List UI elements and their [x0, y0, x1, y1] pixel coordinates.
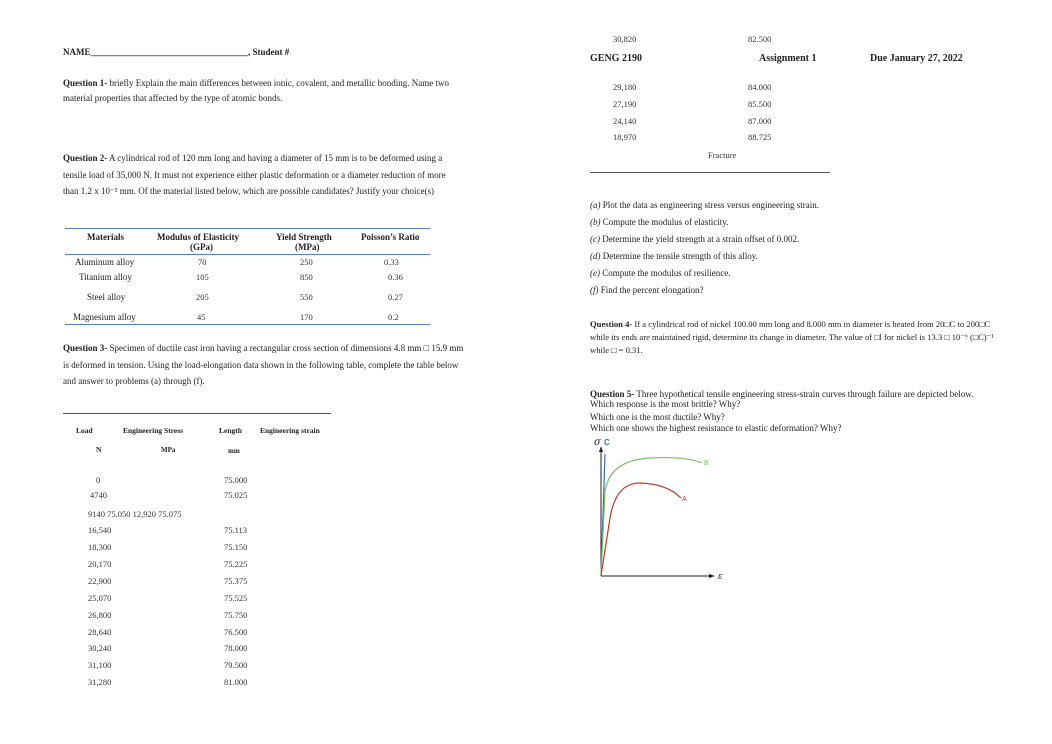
- load-header: Load: [76, 426, 93, 435]
- yield-header: Yield Strength: [276, 232, 332, 242]
- cell-load: 16,540: [88, 525, 112, 535]
- question-1: [63, 76, 468, 106]
- question-4-text: If a cylindrical rod of nickel 100.00 mm long and 8.000 mm in diameter is heated from 20□C to 200□C while its ends are maintained rigid, determine its change in diameter. The value of □l for nickel is 13.3 □ 10⁻⁶ (□C)⁻¹ while □ = 0.31.: [590, 319, 994, 355]
- y-axis-label: σ: [594, 437, 601, 448]
- data-table-bottom-rule: [590, 172, 830, 173]
- cell-length: 79.500: [224, 660, 248, 670]
- cell-length: 81.000: [224, 677, 248, 687]
- cell-yield: 250: [300, 257, 313, 267]
- curve-b-label: B: [704, 460, 709, 467]
- task-letter: (a): [590, 200, 601, 210]
- cell-load: 22,900: [88, 576, 112, 586]
- curve-b: [601, 458, 702, 576]
- cell-load: 30,240: [88, 643, 112, 653]
- cell-load: 26,800: [88, 610, 112, 620]
- curve-a-label: A: [682, 496, 687, 503]
- table-header-rule: [65, 254, 430, 255]
- cell-material: Titanium alloy: [79, 272, 132, 282]
- table-top-rule: [65, 228, 430, 229]
- task-text: Compute the modulus of resilience.: [600, 268, 731, 278]
- cell-length: 75.750: [224, 610, 248, 620]
- question-3: [63, 340, 468, 390]
- cell-length: 78.000: [224, 643, 248, 653]
- cell-load: 28,640: [88, 627, 112, 637]
- name-student-line: NAME___________________________________, Student #: [63, 47, 290, 57]
- cell-length: 75.025: [224, 490, 248, 500]
- cell-material: Steel alloy: [87, 292, 126, 302]
- cell-modulus: 70: [198, 257, 207, 267]
- length-unit: mm: [228, 447, 240, 455]
- materials-header: Materials: [87, 232, 124, 242]
- cell-length: 75.525: [224, 593, 248, 603]
- task-letter: (c): [590, 234, 600, 244]
- question-1-text: briefly Explain the main differences between ionic, covalent, and metallic bonding. Name two material properties that affected by the type of atomic bonds.: [63, 78, 449, 103]
- task-text: Determine the tensile strength of this alloy.: [600, 251, 758, 261]
- cell-load: 20,170: [88, 559, 112, 569]
- cell-load: 18,970: [613, 132, 637, 142]
- cell-load: 4740: [90, 490, 107, 500]
- question-5-line2: Which one is the most ductile? Why?: [590, 412, 725, 422]
- task-letter: (d): [590, 251, 601, 261]
- cell-length: 84.000: [748, 82, 772, 92]
- cell-yield: 850: [300, 272, 313, 282]
- cell-load: 31,280: [88, 677, 112, 687]
- cell-load: 31,100: [88, 660, 112, 670]
- cell-material: Aluminum alloy: [75, 257, 135, 267]
- task-a: [590, 200, 819, 210]
- question-4: [590, 318, 995, 357]
- cell-length: 75.000: [224, 475, 248, 485]
- task-text: Compute the modulus of elasticity.: [600, 217, 729, 227]
- course-code: GENG 2190: [590, 53, 642, 64]
- poisson-header: Poisson’s Ratio: [361, 232, 420, 242]
- task-f: [590, 285, 703, 295]
- question-1-label: Question 1-: [63, 78, 108, 88]
- cell-length: 75.150: [224, 542, 248, 552]
- cell-poisson: 0.2: [388, 312, 399, 322]
- cell-modulus: 105: [196, 272, 209, 282]
- cell-length: 75.375: [224, 576, 248, 586]
- cell-poisson: 0.27: [388, 292, 403, 302]
- curve-c-label: C: [604, 438, 610, 447]
- task-text: Plot the data as engineering stress versus engineering strain.: [600, 200, 819, 210]
- question-5: [590, 389, 990, 409]
- curve-a: [601, 483, 681, 576]
- strain-header: Engineering strain: [260, 426, 320, 435]
- top-length-value: 82.500: [748, 34, 772, 44]
- top-load-value: 30,820: [613, 34, 637, 44]
- cell-length: 75.225: [224, 559, 248, 569]
- task-letter: (e): [590, 268, 600, 278]
- cell-load: 0: [96, 475, 101, 485]
- cell-load: 24,140: [613, 116, 637, 126]
- modulus-unit: (GPa): [190, 242, 213, 252]
- task-text: Determine the yield strength at a strain offset of 0.002.: [600, 234, 800, 244]
- question-5-line3: Which one shows the highest resistance to elastic deformation? Why?: [590, 423, 842, 433]
- stress-header: Engineering Stress: [123, 426, 184, 435]
- cell-modulus: 205: [196, 292, 209, 302]
- fracture-label: Fracture: [708, 150, 737, 160]
- cell-load: 27,190: [613, 99, 637, 109]
- cell-poisson: 0.33: [384, 257, 399, 267]
- question-2-label: Question 2-: [63, 153, 108, 163]
- question-2: [63, 150, 458, 200]
- question-5-label: Question 5-: [590, 389, 635, 399]
- cell-load: 9140 75.050 12,920 75.075: [88, 509, 182, 519]
- task-c: [590, 234, 799, 244]
- cell-length: 76.500: [224, 627, 248, 637]
- question-4-label: Question 4-: [590, 319, 633, 329]
- question-3-text: Specimen of ductile cast iron having a rectangular cross section of dimensions 4.8 mm □ 15.9 mm is deformed in tension. Using the load-elongation data shown in the following table, complete the table below and answer to problems (a) through (f).: [63, 343, 464, 386]
- task-b: [590, 217, 728, 227]
- task-text: Find the percent elongation?: [598, 285, 704, 295]
- cell-length: 85.500: [748, 99, 772, 109]
- stress-strain-graph: [590, 436, 750, 581]
- cell-poisson: 0.36: [388, 272, 403, 282]
- x-axis-label: ε: [718, 572, 723, 581]
- stress-unit: MPa: [161, 446, 176, 454]
- cell-material: Magnesium alloy: [73, 312, 136, 322]
- task-e: [590, 268, 730, 278]
- task-d: [590, 251, 758, 261]
- cell-yield: 550: [300, 292, 313, 302]
- question-5-line1: Three hypothetical tensile engineering stress-strain curves through failure are depicted below. Which response is the most brittle? Why?: [590, 389, 974, 409]
- data-table-top-rule: [63, 413, 331, 414]
- task-letter: (f): [590, 285, 599, 295]
- cell-length: 75.113: [224, 525, 248, 535]
- cell-length: 87.000: [748, 116, 772, 126]
- task-letter: (b): [590, 217, 601, 227]
- load-unit: N: [96, 445, 102, 454]
- cell-load: 18,300: [88, 542, 112, 552]
- modulus-header: Modulus of Elasticity: [157, 232, 240, 242]
- table-bottom-rule: [65, 324, 430, 325]
- cell-modulus: 45: [197, 312, 206, 322]
- cell-yield: 170: [300, 312, 313, 322]
- yield-unit: (MPa): [295, 242, 320, 252]
- due-date: Due January 27, 2022: [870, 53, 963, 64]
- cell-load: 25,070: [88, 593, 112, 603]
- cell-load: 29,180: [613, 82, 637, 92]
- length-header: Length: [219, 426, 242, 435]
- question-3-label: Question 3-: [63, 343, 108, 353]
- assignment-title: Assignment 1: [759, 53, 817, 64]
- question-2-text: A cylindrical rod of 120 mm long and having a diameter of 15 mm is to be deformed using a tensile load of 35,000 N. It must not experience either plastic deformation or a diameter reduction of more than 1.2 x 10⁻² mm. Of the material listed below, which are possible candidates? Justify your choice(s): [63, 153, 446, 196]
- x-axis-arrow: [709, 574, 715, 578]
- cell-length: 88.725: [748, 132, 772, 142]
